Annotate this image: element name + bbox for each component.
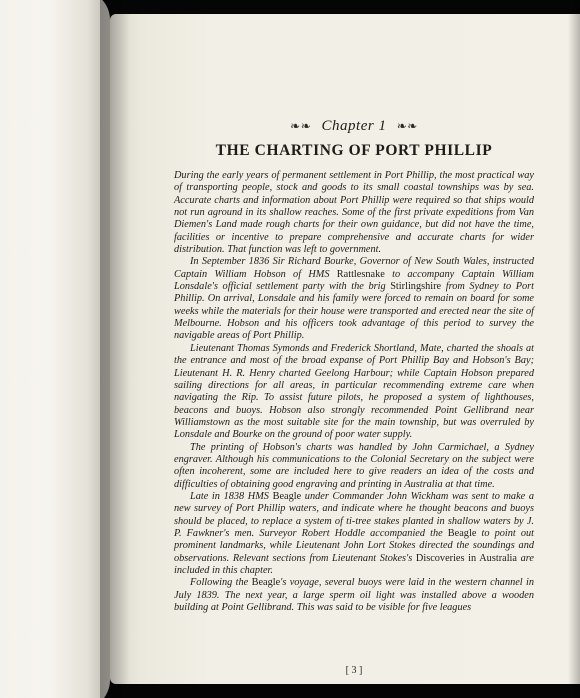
text-span: During the early years of permanent settlement in Port Phillip, the most practical way of transporting people, stock and goods to its small coastal townships was by sea. Accurate charts and information about Port Phillip were required so that ships would not run aground in its shallow reaches. Some of the first private expeditions from Van Diemen's Land made rough charts for their own guidance, but did not have the time, facilities or incentive to prepare comprehensive and accurate charts for wider distribution. That function was left to government.	[174, 170, 534, 256]
text-span: In September 1836 Sir Richard Bourke, Governor of New South Wales, instructed Captain William Hobson of HMS	[174, 256, 534, 280]
text-span: to accompany Captain William Lonsdale's official settlement party with the brig	[174, 268, 534, 293]
body-text	[174, 170, 534, 614]
roman-text-span: Stirlingshire	[390, 281, 442, 293]
roman-text-span: Rattlesnake	[336, 268, 385, 280]
text-span: Lieutenant Thomas Symonds and Frederick Shortland, Mate, charted the shoals at the entrance and most of the broad expanse of Port Phillip Bay and Hobson's Bay; Lieutenant H. R. Henry charted Geelong Harbour; while Captain Hobson prepared sailing directions for all areas, in particular recommending extreme care when navigating the Rip. To assist future pilots, he proposed a system of lighthouses, beacons and buoys. Hobson also strongly recommended Point Gellibrand near Williamstown as the most suitable site for the main township, but was overruled by Lonsdale and Bourke on the ground of poor water supply.	[174, 342, 534, 441]
paragraph	[174, 442, 534, 491]
roman-text-span: Beagle	[272, 490, 302, 502]
text-span: Late in 1838 HMS	[190, 490, 273, 502]
paragraph	[174, 170, 534, 256]
right-edge-shadow	[568, 0, 580, 698]
ornament-right-icon: ❧❧	[396, 119, 418, 133]
paragraph	[174, 577, 534, 614]
paragraph	[174, 491, 534, 577]
roman-text-span: Beagle	[447, 527, 477, 539]
text-span: The printing of Hobson's charts was handled by John Carmichael, a Sydney engraver. Although his communications to the Colonial Secretary on the subject were often incoherent, some are included here to give readers an idea of the costs and difficulties of obtaining good engraving and printing in Australia at that time.	[174, 441, 534, 490]
text-span: to point out prominent landmarks, while Lieutenant John Lort Stokes directed the soundings and observations. Relevant sections from Lieutenant Stokes's	[174, 527, 534, 564]
ornament-left-icon: ❧❧	[290, 119, 312, 133]
paragraph	[174, 343, 534, 442]
paragraph	[174, 256, 534, 342]
chapter-label: Chapter 1	[321, 118, 387, 134]
left-page	[0, 0, 110, 698]
text-span: under Commander John Wickham was sent to make a new survey of Port Phillip waters, and indicate where he thought beacons and buoys should be placed, to replace a system of ti-tree stakes planted in shallow waters by J. P. Fawkner's men. Surveyor Robert Hoddle accompanied the	[174, 490, 534, 539]
text-span: Following the	[190, 577, 252, 589]
roman-text-span: Discoveries in Australia	[415, 552, 517, 564]
text-span: are included in this chapter.	[174, 552, 534, 576]
book-gutter-shadow	[100, 0, 130, 698]
chapter-title: THE CHARTING OF PORT PHILLIP	[215, 142, 493, 159]
page-content	[174, 118, 534, 614]
text-span: from Sydney to Port Phillip. On arrival, Lonsdale and his family were forced to remain on board for some weeks while the materials for their house were transported and erected near the site of Melbourne. Hobson and his officers took advantage of this period to survey the navigable areas of Port Phillip.	[174, 281, 535, 342]
roman-text-span: Beagle	[251, 577, 281, 589]
chapter-heading	[174, 118, 534, 136]
page-number: [ 3 ]	[345, 665, 363, 676]
text-span: 's voyage, several buoys were laid in the western channel in July 1839. The next year, a large sperm oil light was installed above a wooden building at Point Gellibrand. This was said to be visible for five leagues	[174, 577, 535, 614]
